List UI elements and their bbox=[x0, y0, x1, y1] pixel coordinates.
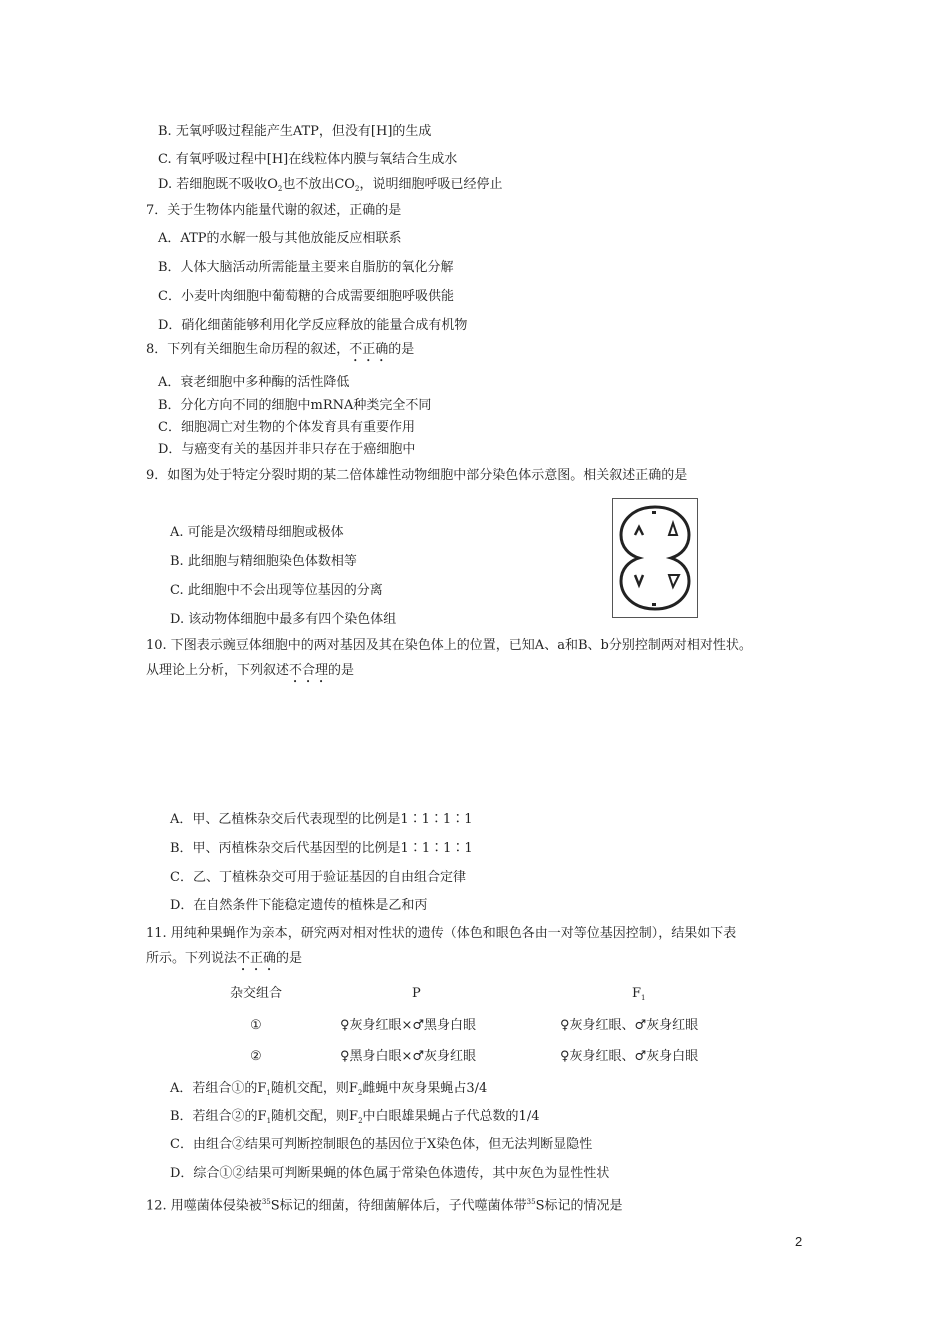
q9-stem: 9．如图为处于特定分裂时期的某二倍体雄性动物细胞中部分染色体示意图。相关叙述正确的是 bbox=[146, 468, 688, 483]
q8-option-d: D．与癌变有关的基因并非只存在于癌细胞中 bbox=[158, 442, 416, 457]
q10-stem-line1: 10. 下图表示豌豆体细胞中的两对基因及其在染色体上的位置，已知A、a和B、b分别控制两对相对性状。 bbox=[146, 638, 752, 653]
q12-stem: 12. 用噬菌体侵染被$^{35}$S标记的细菌，待细菌解体后，子代噬菌体带$^{35}$S标记的情况是 bbox=[146, 1198, 623, 1214]
table-header-p: P bbox=[412, 986, 421, 1001]
q6-option-d: D. 若细胞既不吸收$O_2$也不放出$CO_2$，说明细胞呼吸已经停止 bbox=[158, 177, 503, 193]
cell-membrane bbox=[621, 507, 689, 609]
q11-option-a: A．若组合①的$F_1$随机交配，则$F_2$雌蝇中灰身果蝇占3/4 bbox=[170, 1081, 488, 1097]
table-header-cross: 杂交组合 bbox=[230, 986, 283, 1001]
q11-option-d: D．综合①②结果可判断果蝇的体色属于常染色体遗传，其中灰色为显性性状 bbox=[170, 1166, 610, 1181]
centriole-bottom bbox=[652, 603, 656, 606]
q8-option-b: B．分化方向不同的细胞中mRNA种类完全不同 bbox=[158, 398, 432, 413]
q11-option-c: C．由组合②结果可判断控制眼色的基因位于X染色体，但无法判断显隐性 bbox=[170, 1137, 593, 1152]
page-number: 2 bbox=[795, 1234, 803, 1249]
q11-option-b: B．若组合②的$F_1$随机交配，则$F_2$中白眼雄果蝇占子代总数的1/4 bbox=[170, 1109, 540, 1125]
dividing-cell-figure bbox=[612, 498, 698, 618]
table-row-2-p: ♀黑身白眼×♂灰身红眼 bbox=[340, 1049, 477, 1064]
chromosome-bottom-right bbox=[669, 575, 679, 587]
q7-option-b: B．人体大脑活动所需能量主要来自脂肪的氧化分解 bbox=[158, 260, 454, 275]
q9-option-c: C. 此细胞中不会出现等位基因的分离 bbox=[170, 583, 383, 598]
q7-option-d: D．硝化细菌能够利用化学反应释放的能量合成有机物 bbox=[158, 318, 468, 333]
chromosome-top-left bbox=[635, 527, 643, 535]
q8-stem: 8．下列有关细胞生命历程的叙述，不正确的是 bbox=[146, 342, 415, 357]
q10-option-b: B．甲、丙植株杂交后代基因型的比例是1∶1∶1∶1 bbox=[170, 841, 473, 856]
table-row-2-f1: ♀灰身红眼、♂灰身白眼 bbox=[560, 1049, 699, 1064]
q10-stem-line2: 从理论上分析，下列叙述不合理的是 bbox=[146, 663, 355, 678]
chromosome-top-right bbox=[669, 523, 677, 535]
table-row-2-id: ② bbox=[250, 1049, 262, 1064]
q6-option-b: B. 无氧呼吸过程能产生ATP，但没有[H]的生成 bbox=[158, 124, 432, 139]
table-row-1-p: ♀灰身红眼×♂黑身白眼 bbox=[340, 1018, 477, 1033]
q7-option-c: C．小麦叶肉细胞中葡萄糖的合成需要细胞呼吸供能 bbox=[158, 289, 454, 304]
q11-stem-line2: 所示。下列说法不正确的是 bbox=[146, 951, 303, 966]
q9-option-d: D. 该动物体细胞中最多有四个染色体组 bbox=[170, 612, 397, 627]
chromosome-bottom-left bbox=[635, 575, 643, 585]
centriole-top bbox=[652, 511, 656, 514]
q11-stem-line1: 11. 用纯种果蝇作为亲本，研究两对相对性状的遗传（体色和眼色各由一对等位基因控制），结果如下表 bbox=[146, 926, 737, 941]
q6-option-c: C. 有氧呼吸过程中[H]在线粒体内膜与氧结合生成水 bbox=[158, 152, 458, 167]
q10-option-c: C．乙、丁植株杂交可用于验证基因的自由组合定律 bbox=[170, 870, 466, 885]
q10-option-d: D．在自然条件下能稳定遗传的植株是乙和丙 bbox=[170, 898, 428, 913]
cell-figure-svg bbox=[613, 499, 697, 617]
q7-option-a: A．ATP的水解一般与其他放能反应相联系 bbox=[158, 231, 402, 246]
q8-option-a: A．衰老细胞中多种酶的活性降低 bbox=[158, 375, 350, 390]
q10-option-a: A．甲、乙植株杂交后代表现型的比例是1∶1∶1∶1 bbox=[170, 812, 473, 827]
table-row-1-id: ① bbox=[250, 1018, 262, 1033]
q8-option-c: C．细胞凋亡对生物的个体发育具有重要作用 bbox=[158, 420, 415, 435]
q9-option-b: B. 此细胞与精细胞染色体数相等 bbox=[170, 554, 357, 569]
q7-stem: 7．关于生物体内能量代谢的叙述，正确的是 bbox=[146, 203, 402, 218]
q9-option-a: A. 可能是次级精母细胞或极体 bbox=[170, 525, 344, 540]
table-row-1-f1: ♀灰身红眼、♂灰身红眼 bbox=[560, 1018, 699, 1033]
table-header-f1: $F_1$ bbox=[632, 986, 646, 1002]
